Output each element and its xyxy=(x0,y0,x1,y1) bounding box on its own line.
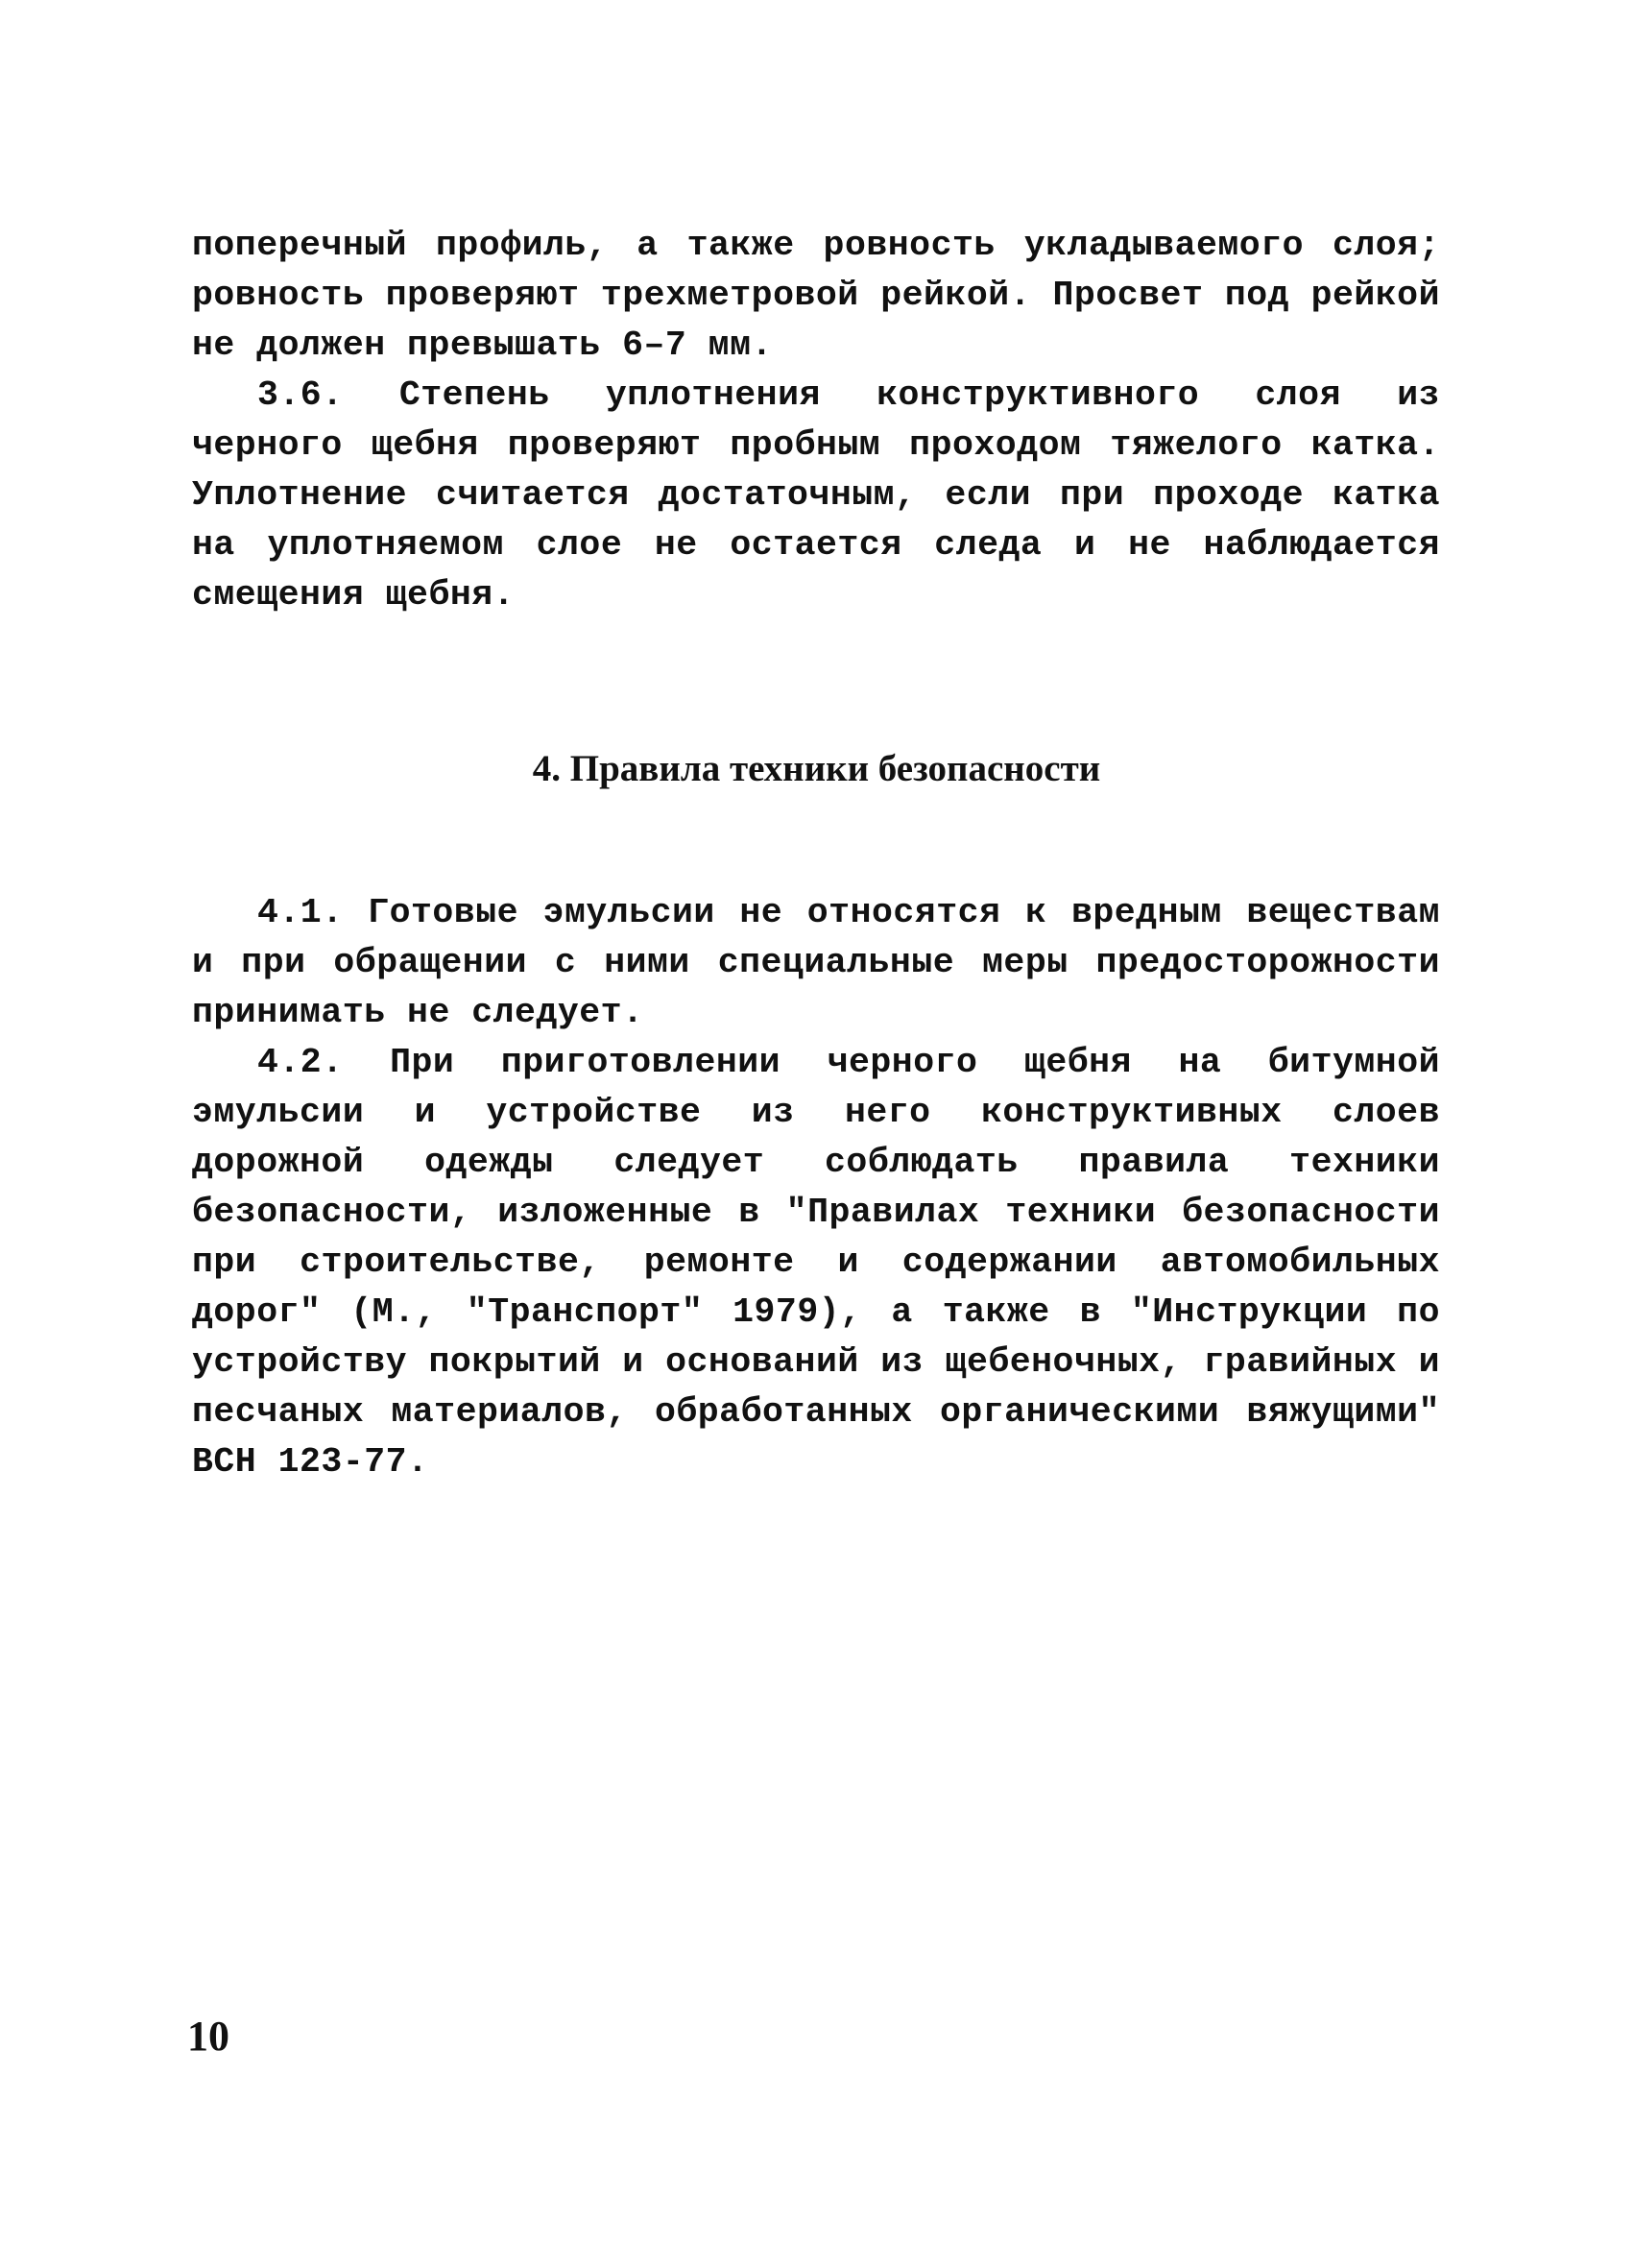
paragraph-4-1: 4.1. Готовые эмульсии не относятся к вредным веществам и при обращении с ними специальные меры предосторожности принимать не следует. xyxy=(192,893,1440,1032)
paragraph-4-2: 4.2. При приготовлении черного щебня на битумной эмульсии и устройстве из него конструктивных слоев дорожной одежды следует соблюдать правила техники безопасности, изложенные в "Правилах техники безопасности при строительстве, ремонте и содержании автомобильных дорог" (М., "Транспорт" 1979), а также в "Инструкции по устройству покрытий и оснований из щебеночных, гравийных и песчаных материалов, обработанных органическими вяжущими" ВСН 123-77. xyxy=(192,1043,1440,1482)
paragraph-3-6: 3.6. Степень уплотнения конструктивного слоя из черного щебня проверяют пробным проходом тяжелого катка. Уплотнение считается достаточным, если при проходе катка на уплотняемом слое не остается следа и не наблюдается смещения щебня. xyxy=(192,375,1440,615)
continuation-paragraph: поперечный профиль, а также ровность укладываемого слоя; ровность проверяют трехметровой рейкой. Просвет под рейкой не должен превышать 6–7 мм. xyxy=(192,226,1440,365)
section-3-text-block xyxy=(192,221,1440,620)
section-4-text-block xyxy=(192,888,1440,1487)
section-heading: 4. Правила техники безопасности xyxy=(532,748,1101,789)
page-number: 10 xyxy=(187,2013,229,2060)
